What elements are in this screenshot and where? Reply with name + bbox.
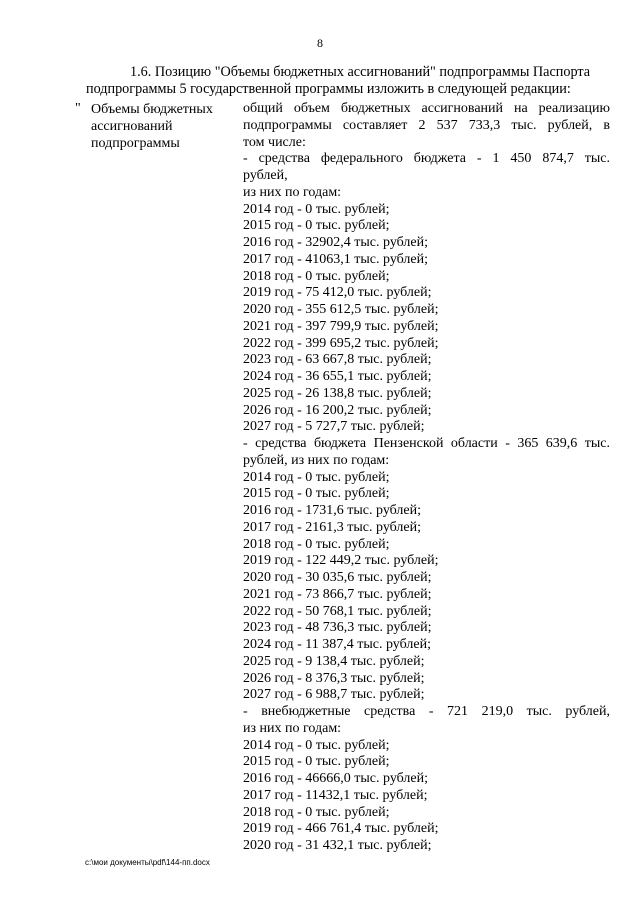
label-line: ассигнований: [91, 119, 173, 134]
year-amount-line: 2017 год - 11432,1 тыс. рублей;: [243, 787, 428, 803]
total-line: общий объем бюджетных ассигнований на реализацию: [243, 101, 610, 116]
year-amount-line: 2018 год - 0 тыс. рублей;: [243, 536, 390, 552]
federal-header-line: рублей,: [243, 168, 288, 183]
intro-paragraph: [86, 64, 612, 98]
total-line: том числе:: [243, 134, 306, 150]
year-amount-line: 2024 год - 11 387,4 тыс. рублей;: [243, 637, 431, 652]
federal-years-list: [243, 202, 610, 437]
regional-header-line: - средства бюджета Пензенской области - 365 639,6 тыс.: [243, 436, 610, 451]
year-amount-line: 2027 год - 5 727,7 тыс. рублей;: [243, 419, 425, 435]
year-amount-line: 2015 год - 0 тыс. рублей;: [243, 754, 390, 770]
federal-header-line: из них по годам:: [243, 184, 342, 200]
year-amount-line: 2019 год - 466 761,4 тыс. рублей;: [243, 821, 439, 837]
intro-line-2: подпрограммы 5 государственной программы изложить в следующей редакции:: [86, 81, 571, 97]
total-line: подпрограммы составляет 2 537 733,3 тыс. рублей, в: [243, 117, 610, 133]
year-amount-line: 2017 год - 2161,3 тыс. рублей;: [243, 519, 422, 535]
year-amount-line: 2016 год - 1731,6 тыс. рублей;: [243, 503, 422, 518]
year-amount-line: 2021 год - 73 866,7 тыс. рублей;: [243, 586, 432, 602]
year-amount-line: 2015 год - 0 тыс. рублей;: [243, 486, 390, 502]
label-line: подпрограммы: [91, 136, 180, 151]
year-amount-line: 2016 год - 32902,4 тыс. рублей;: [243, 235, 429, 250]
regional-header-line: рублей, из них по годам:: [243, 452, 390, 468]
year-amount-line: 2022 год - 399 695,2 тыс. рублей;: [243, 335, 439, 351]
year-amount-line: 2026 год - 8 376,3 тыс. рублей;: [243, 670, 425, 686]
year-amount-line: 2019 год - 75 412,0 тыс. рублей;: [243, 285, 432, 301]
year-amount-line: 2018 год - 0 тыс. рублей;: [243, 804, 390, 820]
year-amount-line: 2015 год - 0 тыс. рублей;: [243, 218, 390, 234]
file-path-footer: c:\мои документы\pdf\144-пп.docx: [85, 858, 210, 867]
year-amount-line: 2017 год - 41063,1 тыс. рублей;: [243, 251, 429, 267]
extrabudget-header-line: - внебюджетные средства - 721 219,0 тыс. рублей,: [243, 704, 610, 719]
year-amount-line: 2025 год - 26 138,8 тыс. рублей;: [243, 385, 432, 401]
page-number: 8: [317, 36, 323, 50]
year-amount-line: 2020 год - 30 035,6 тыс. рублей;: [243, 570, 432, 585]
year-amount-line: 2021 год - 397 799,9 тыс. рублей;: [243, 318, 439, 334]
year-amount-line: 2019 год - 122 449,2 тыс. рублей;: [243, 553, 439, 569]
year-amount-line: 2027 год - 6 988,7 тыс. рублей;: [243, 687, 425, 703]
year-amount-line: 2014 год - 0 тыс. рублей;: [243, 201, 390, 217]
federal-header-line: - средства федерального бюджета - 1 450 874,7 тыс.: [243, 151, 610, 167]
label-line: Объемы бюджетных: [91, 102, 213, 117]
year-amount-line: 2022 год - 50 768,1 тыс. рублей;: [243, 603, 432, 619]
opening-quote-mark: ": [75, 101, 81, 116]
position-label: [91, 101, 231, 152]
year-amount-line: 2026 год - 16 200,2 тыс. рублей;: [243, 402, 432, 418]
extrabudget-header-line: из них по годам:: [243, 720, 342, 736]
year-amount-line: 2023 год - 48 736,3 тыс. рублей;: [243, 620, 432, 636]
intro-line-1: 1.6. Позицию "Объемы бюджетных ассигнований" подпрограммы Паспорта: [130, 64, 591, 80]
year-amount-line: 2018 год - 0 тыс. рублей;: [243, 268, 390, 284]
year-amount-line: 2020 год - 31 432,1 тыс. рублей;: [243, 838, 432, 853]
extrabudget-years-list: [243, 738, 610, 855]
year-amount-line: 2014 год - 0 тыс. рублей;: [243, 737, 390, 753]
year-amount-line: 2025 год - 9 138,4 тыс. рублей;: [243, 653, 425, 669]
year-amount-line: 2016 год - 46666,0 тыс. рублей;: [243, 771, 429, 786]
funding-description: [243, 101, 610, 855]
year-amount-line: 2024 год - 36 655,1 тыс. рублей;: [243, 369, 432, 384]
regional-years-list: [243, 470, 610, 705]
year-amount-line: 2020 год - 355 612,5 тыс. рублей;: [243, 302, 439, 317]
year-amount-line: 2023 год - 63 667,8 тыс. рублей;: [243, 352, 432, 368]
year-amount-line: 2014 год - 0 тыс. рублей;: [243, 469, 390, 485]
